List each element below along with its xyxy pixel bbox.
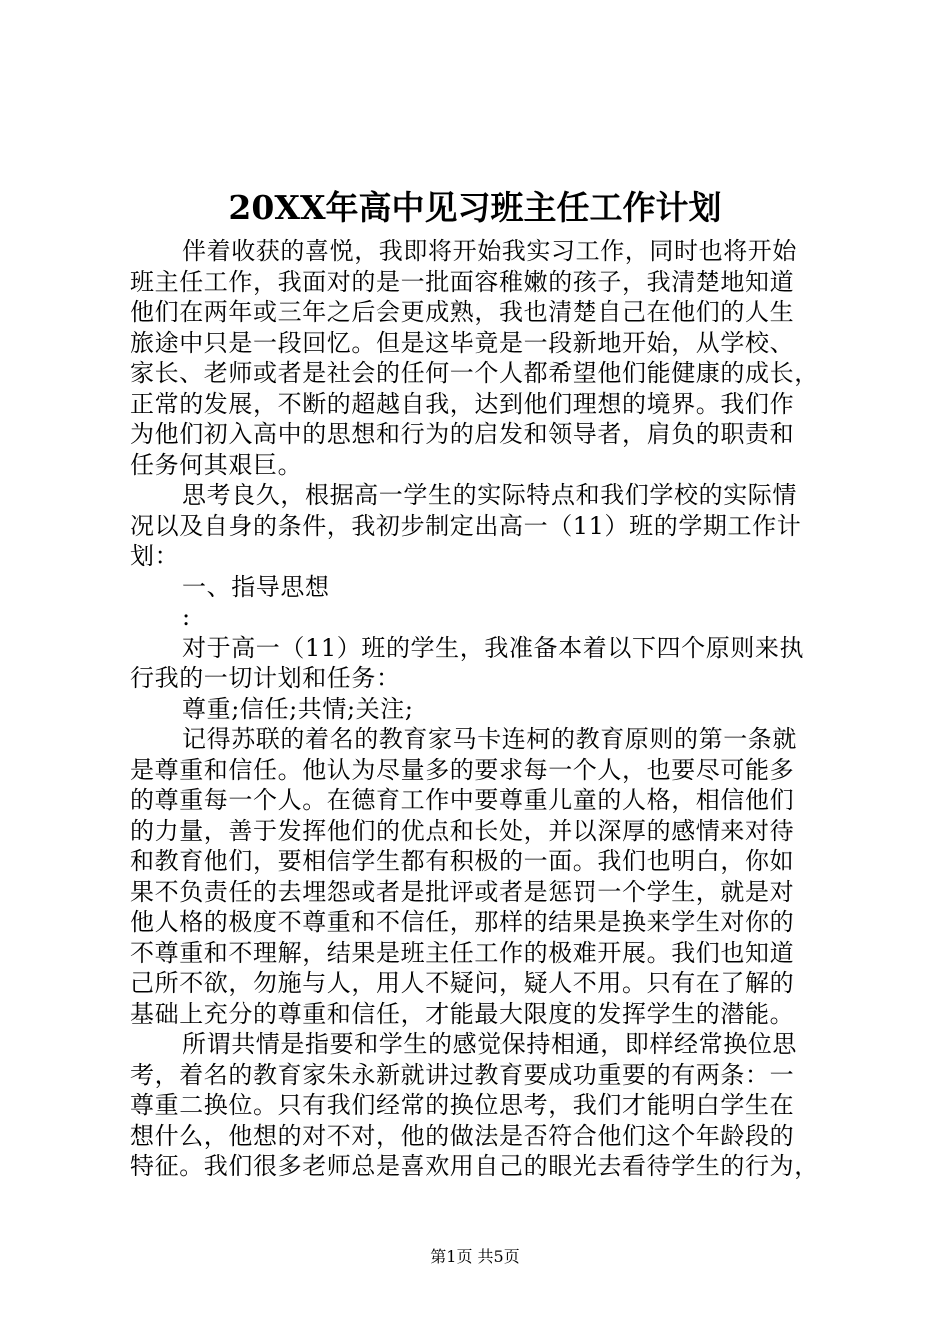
text-line: 不尊重和不理解，结果是班主任工作的极难开展。我们也知道 xyxy=(130,938,795,967)
text-line: 况以及自身的条件，我初步制定出高一（11）班的学期工作计 xyxy=(130,511,802,540)
text-line: 的尊重每一个人。在德育工作中要尊重儿童的人格，相信他们 xyxy=(130,786,795,814)
text-line: 尊重;信任;共情;关注; xyxy=(182,694,414,723)
document-body xyxy=(130,236,830,1182)
text-line: 所谓共情是指要和学生的感觉保持相通，即样经常换位思 xyxy=(182,1030,797,1058)
text-line: 记得苏联的着名的教育家马卡连柯的教育原则的第一条就 xyxy=(182,725,797,753)
text-line: 是尊重和信任。他认为尽量多的要求每一个人，也要尽可能多 xyxy=(130,755,795,784)
text-line: 基础上充分的尊重和信任，才能最大限度的发挥学生的潜能。 xyxy=(130,999,795,1028)
text-line: 特征。我们很多老师总是喜欢用自己的眼光去看待学生的行为， xyxy=(130,1152,819,1180)
text-line: 划： xyxy=(130,542,180,570)
text-line: 班主任工作，我面对的是一批面容稚嫩的孩子，我清楚地知道 xyxy=(130,267,795,296)
text-line: 一、指导思想 xyxy=(182,572,330,601)
text-line: 考，着名的教育家朱永新就讲过教育要成功重要的有两条：一 xyxy=(130,1060,795,1089)
text-line: 果不负责任的去埋怨或者是批评或者是惩罚一个学生，就是对 xyxy=(130,877,795,906)
text-line: 和教育他们，要相信学生都有积极的一面。我们也明白，你如 xyxy=(130,847,795,875)
text-line: 任务何其艰巨。 xyxy=(130,450,303,479)
page-footer: 第1页 共5页 xyxy=(430,1247,520,1266)
text-line: 伴着收获的喜悦，我即将开始我实习工作，同时也将开始 xyxy=(182,237,797,265)
text-line: 的力量，善于发挥他们的优点和长处，并以深厚的感情来对待 xyxy=(130,816,795,845)
text-line: 他们在两年或三年之后会更成熟，我也清楚自己在他们的人生 xyxy=(130,298,795,326)
document-title: 20XX年高中见习班主任工作计划 xyxy=(228,188,722,227)
text-line: 对于高一（11）班的学生，我准备本着以下四个原则来执 xyxy=(182,633,805,662)
text-line: 尊重二换位。只有我们经常的换位思考，我们才能明白学生在 xyxy=(130,1091,795,1119)
text-line: : xyxy=(182,603,191,631)
text-line: 想什么，他想的对不对，他的做法是否符合他们这个年龄段的 xyxy=(130,1121,795,1150)
text-line: 正常的发展，不断的超越自我，达到他们理想的境界。我们作 xyxy=(130,389,795,418)
text-line: 思考良久，根据高一学生的实际特点和我们学校的实际情 xyxy=(182,481,797,509)
text-line: 行我的一切计划和任务： xyxy=(130,664,401,692)
text-line: 家长、老师或者是社会的任何一个人都希望他们能健康的成长， xyxy=(130,359,819,387)
text-line: 旅途中只是一段回忆。但是这毕竟是一段新地开始，从学校、 xyxy=(130,328,795,357)
text-line: 己所不欲，勿施与人，用人不疑问，疑人不用。只有在了解的 xyxy=(130,969,795,997)
text-line: 为他们初入高中的思想和行为的启发和领导者，肩负的职责和 xyxy=(130,420,795,448)
text-line: 他人格的极度不尊重和不信任，那样的结果是换来学生对你的 xyxy=(130,908,795,936)
